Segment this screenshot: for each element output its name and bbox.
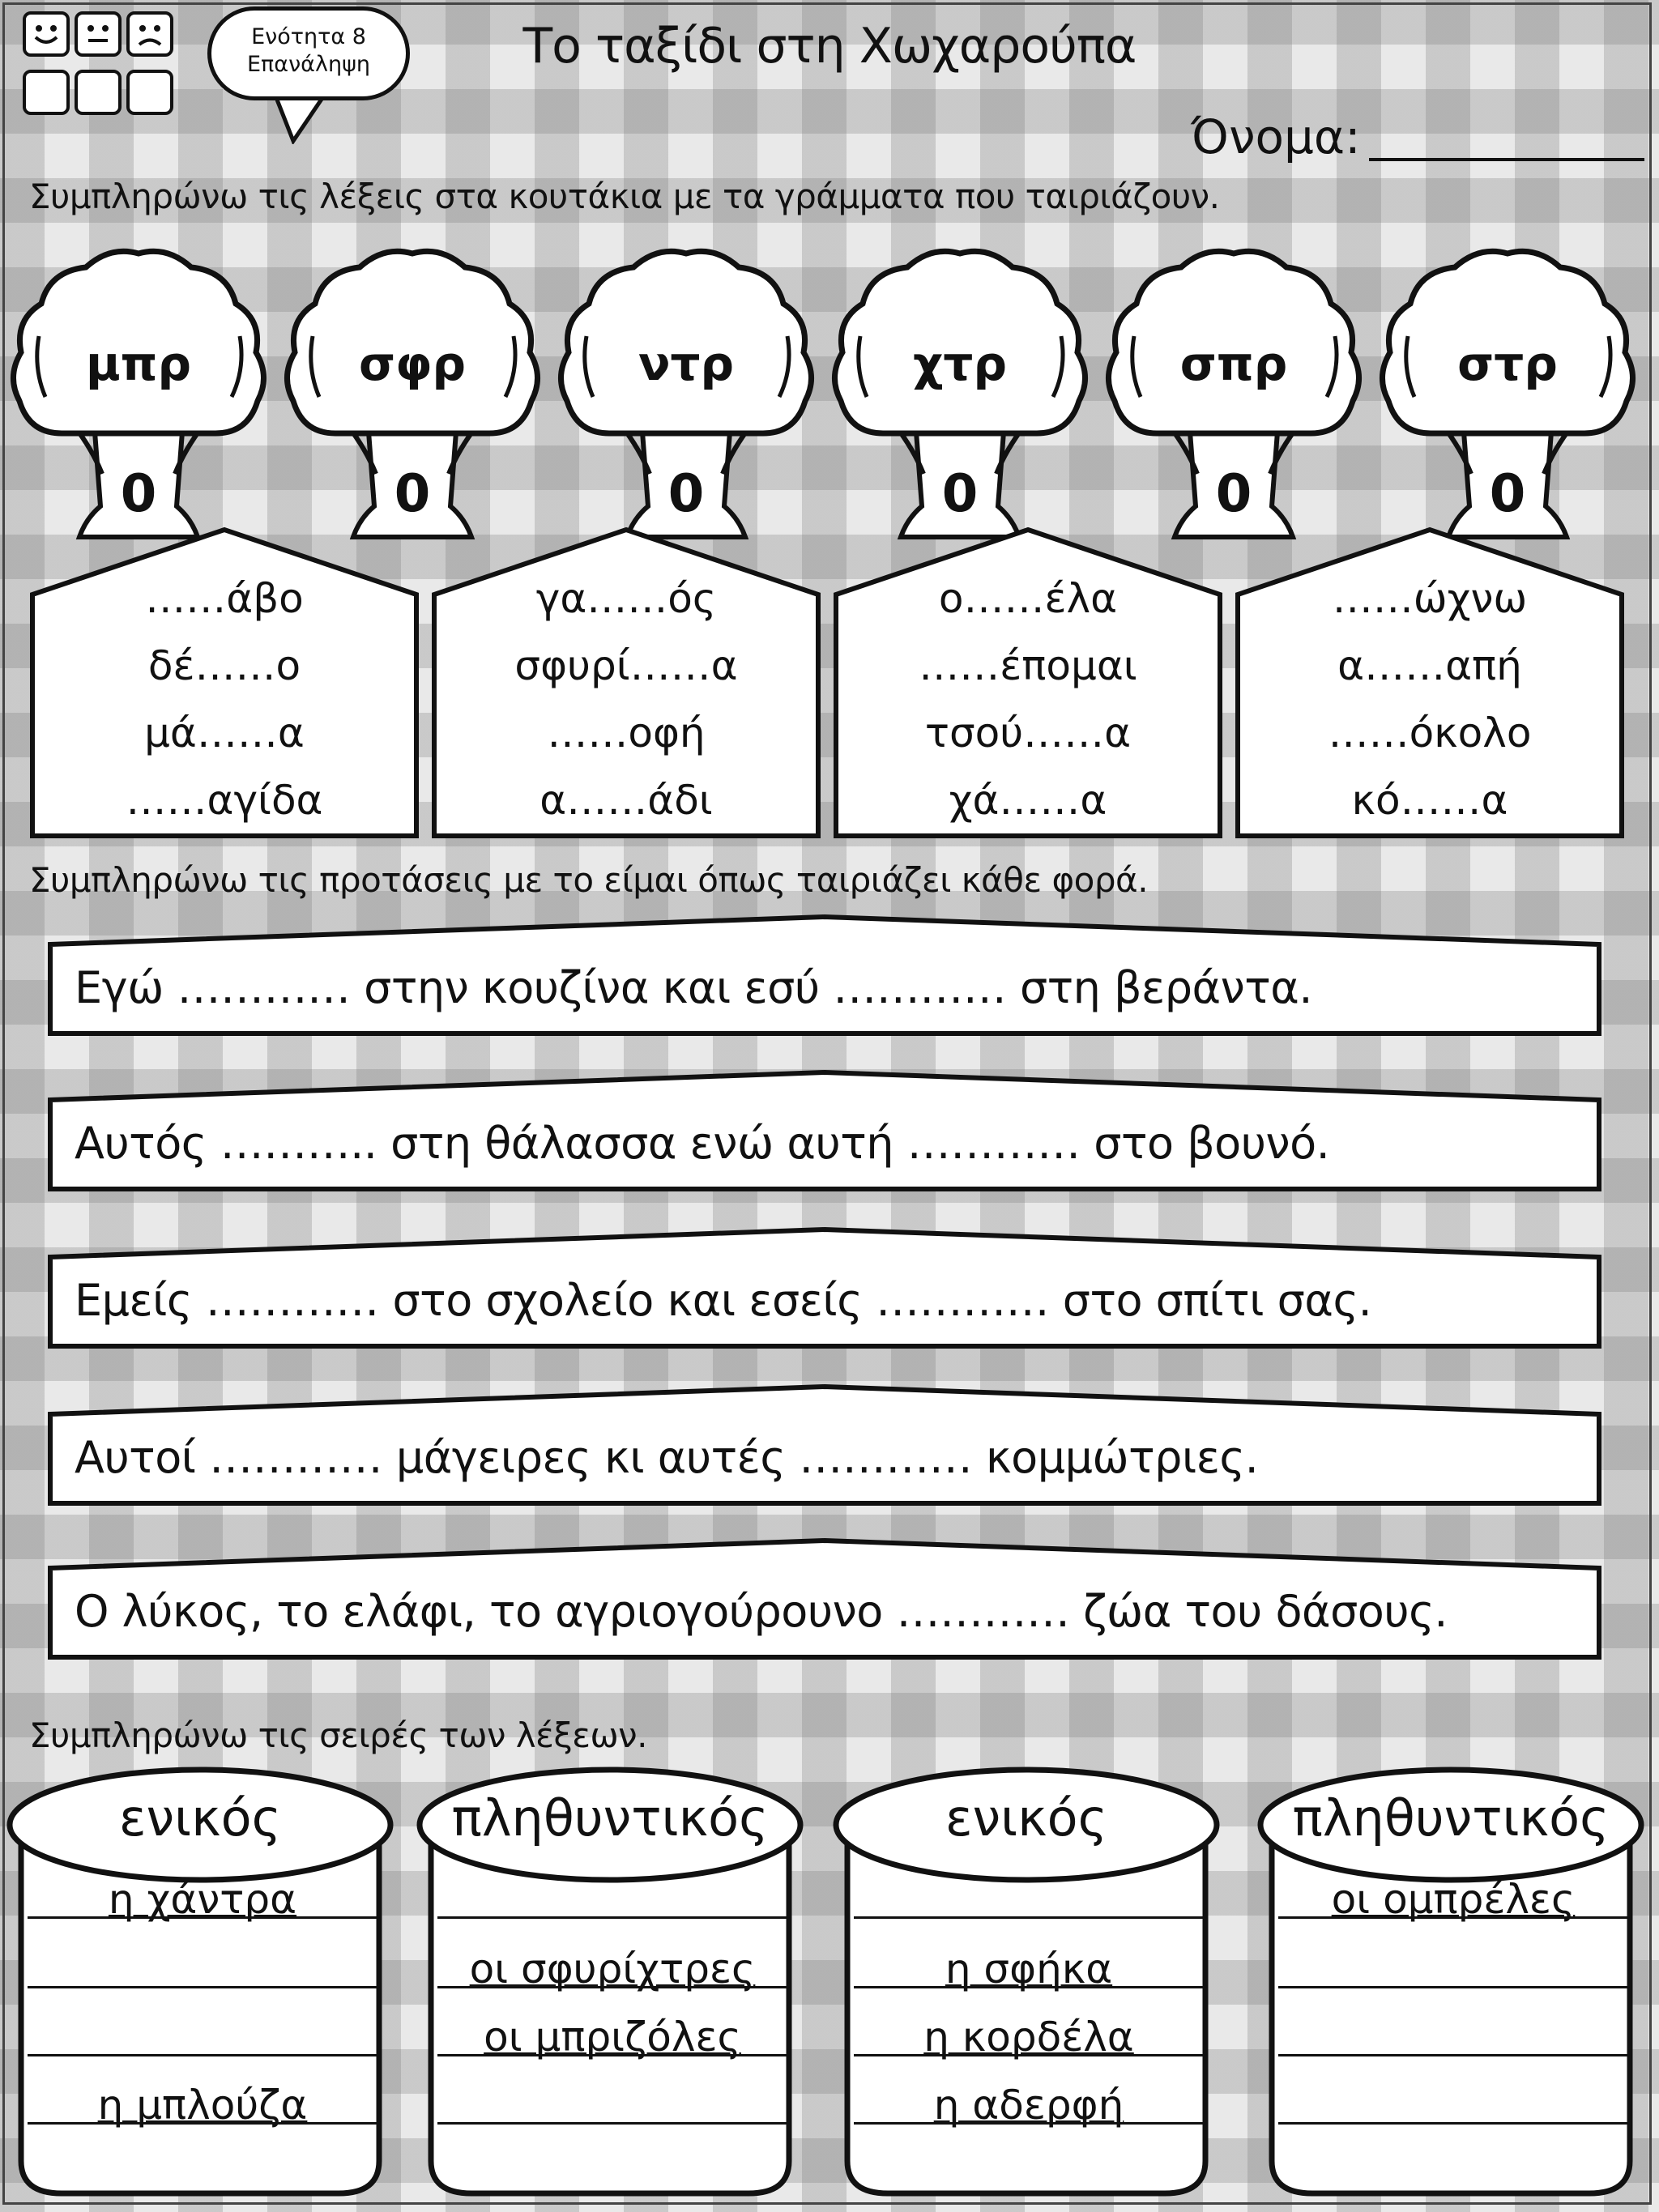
jar-word[interactable]: οι μπριζόλες <box>484 2014 741 2061</box>
answer-line[interactable] <box>1278 1986 1628 1988</box>
tree-5 <box>1100 239 1367 547</box>
count-blank[interactable]: 0 <box>941 464 979 524</box>
jar-title: ενικός <box>119 1788 281 1848</box>
fill-in-word[interactable]: ……άβο <box>145 575 304 622</box>
tree-3 <box>552 239 820 547</box>
jar-word[interactable]: η χάντρα <box>108 1876 297 1923</box>
fill-in-word[interactable]: ……οφή <box>547 710 706 757</box>
jar-title: πληθυντικός <box>451 1788 769 1848</box>
answer-line[interactable] <box>437 1916 787 1919</box>
sentence-strip-5 <box>47 1536 1602 1660</box>
answer-line[interactable] <box>28 2054 377 2056</box>
fill-in-word[interactable]: ……έπομαι <box>919 642 1137 689</box>
word-jar-4 <box>1256 1764 1646 2201</box>
consonant-cluster-label: σπρ <box>1179 336 1288 391</box>
answer-line[interactable] <box>1278 2054 1628 2056</box>
checkbox-neutral[interactable] <box>75 70 122 115</box>
sentence-text[interactable]: Αυτοί ………… μάγειρες κι αυτές ………… κομμώτριες. <box>75 1432 1259 1483</box>
word-jar-3 <box>831 1764 1222 2201</box>
answer-line[interactable] <box>437 2122 787 2125</box>
word-house-4 <box>1235 526 1625 839</box>
count-blank[interactable]: 0 <box>1489 464 1526 524</box>
fill-in-word[interactable]: α……απή <box>1337 642 1522 689</box>
count-blank[interactable]: 0 <box>667 464 705 524</box>
sentence-strip-3 <box>47 1225 1602 1349</box>
sentence-text[interactable]: Εγώ ………… στην κουζίνα και εσύ ………… στη βεράντα. <box>75 962 1313 1013</box>
jar-title: πληθυντικός <box>1292 1788 1610 1848</box>
fill-in-word[interactable]: α……άδι <box>539 777 713 824</box>
name-label: Όνομα: <box>1191 109 1361 164</box>
fill-in-word[interactable]: δέ……ο <box>147 642 301 689</box>
name-input-line[interactable] <box>1369 158 1644 161</box>
jar-word[interactable]: η αδερφή <box>933 2082 1124 2129</box>
tree-4 <box>826 239 1094 547</box>
fill-in-word[interactable]: ……όκολο <box>1328 710 1532 757</box>
checkbox-sad[interactable] <box>126 70 173 115</box>
jar-word[interactable]: η μπλούζα <box>97 2082 308 2129</box>
jar-title: ενικός <box>945 1788 1107 1848</box>
sentence-text[interactable]: Εμείς ………… στο σχολείο και εσείς ………… στο σπίτι σας. <box>75 1275 1372 1326</box>
tree-2 <box>279 239 546 547</box>
word-house-3 <box>833 526 1223 839</box>
fill-in-word[interactable]: ……ώχνω <box>1332 575 1528 622</box>
sentence-text[interactable]: Ο λύκος, το ελάφι, το αγριογούρουνο ………… ζώα του δάσους. <box>75 1586 1448 1637</box>
word-house-1 <box>29 526 420 839</box>
answer-line[interactable] <box>28 1986 377 1988</box>
consonant-cluster-label: σφρ <box>358 336 467 391</box>
tree-1 <box>5 239 272 547</box>
fill-in-word[interactable]: ……αγίδα <box>126 777 323 824</box>
speech-bubble-tail <box>275 96 324 144</box>
worksheet-title: Το ταξίδι στη Χωχαρούπα <box>522 18 1137 75</box>
section3-instruction: Συμπληρώνω τις σειρές των λέξεων. <box>29 1715 647 1755</box>
word-jar-2 <box>415 1764 805 2201</box>
answer-line[interactable] <box>854 1916 1204 1919</box>
word-house-2 <box>431 526 821 839</box>
checkbox-happy[interactable] <box>23 70 70 115</box>
tree-6 <box>1374 239 1641 547</box>
section1-instruction: Συμπληρώνω τις λέξεις στα κουτάκια με τα γράμματα που ταιριάζουν. <box>29 177 1220 216</box>
jar-word[interactable]: η κορδέλα <box>923 2014 1134 2061</box>
count-blank[interactable]: 0 <box>1215 464 1252 524</box>
unit-number: Ενότητα 8 <box>251 24 366 49</box>
fill-in-word[interactable]: γα……ός <box>535 575 717 622</box>
fill-in-word[interactable]: χά……α <box>949 777 1107 824</box>
fill-in-word[interactable]: τσού……α <box>924 710 1132 757</box>
sentence-strip-1 <box>47 912 1602 1037</box>
sentence-strip-2 <box>47 1068 1602 1192</box>
word-jar-1 <box>5 1764 395 2201</box>
fill-in-word[interactable]: μά……α <box>144 710 305 757</box>
jar-word[interactable]: η σφήκα <box>945 1946 1113 1993</box>
sentence-strip-4 <box>47 1382 1602 1507</box>
consonant-cluster-label: ντρ <box>638 336 735 391</box>
fill-in-word[interactable]: κό……α <box>1351 777 1508 824</box>
answer-line[interactable] <box>1278 2122 1628 2125</box>
count-blank[interactable]: 0 <box>120 464 157 524</box>
count-blank[interactable]: 0 <box>394 464 431 524</box>
unit-subtitle: Επανάληψη <box>246 52 370 77</box>
fill-in-word[interactable]: σφυρί……α <box>514 642 738 689</box>
consonant-cluster-label: χτρ <box>913 336 1007 391</box>
consonant-cluster-label: μπρ <box>85 336 192 391</box>
sentence-text[interactable]: Αυτός ……….. στη θάλασσα ενώ αυτή ………… στο βουνό. <box>75 1118 1330 1169</box>
section2-instruction: Συμπληρώνω τις προτάσεις με το είμαι όπως ταιριάζει κάθε φορά. <box>29 860 1149 900</box>
jar-word[interactable]: οι σφυρίχτρες <box>469 1946 756 1993</box>
consonant-cluster-label: στρ <box>1457 336 1558 391</box>
fill-in-word[interactable]: ο……έλα <box>938 575 1118 622</box>
jar-word[interactable]: οι ομπρέλες <box>1331 1876 1576 1923</box>
